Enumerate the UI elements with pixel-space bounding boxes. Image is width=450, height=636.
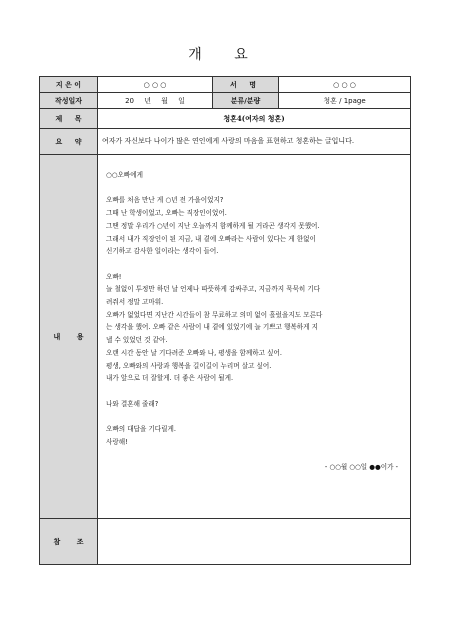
letter-line: 신기하고 감사한 일이라는 생각이 들어. (106, 247, 219, 256)
summary-value: 여자가 자신보다 나이가 많은 연인에게 사랑의 마음을 표현하고 청혼하는 글입니다. (98, 129, 411, 155)
outline-form-table (39, 76, 411, 565)
subject-value: 청혼4(여자의 청혼) (98, 109, 411, 129)
letter-line: 는 생각을 했어. 오빠 같은 사람이 내 곁에 있었기에 늘 기쁘고 행복하게 지 (106, 323, 318, 332)
letter-body (98, 155, 410, 474)
letter-line: 낼 수 있었던 것 같아. (106, 336, 168, 345)
letter-line: 그땐 정말 우리가 ○년이 지난 오늘까지 함께하게 될 거라곤 생각지 못했어. (106, 221, 320, 230)
letter-line: 려줘서 정말 고마워. (106, 298, 164, 306)
letter-line: 늘 철없이 투정만 하던 날 언제나 따뜻하게 감싸주고, 지금까지 묵묵히 기다 (106, 285, 321, 294)
signature-label: 서 명 (213, 77, 279, 93)
content-label: 내 용 (40, 155, 98, 519)
letter-line: 그때 난 학생이었고, 오빠는 직장인이었어. (106, 209, 227, 218)
category-label: 분류/분량 (213, 93, 279, 109)
letter-line: 내가 앞으로 더 잘할게. 더 좋은 사람이 될게. (106, 374, 234, 383)
category-value: 청혼 / 1page (279, 93, 411, 109)
letter-line: 오빠가 없었다면 지난간 시간들이 참 무료하고 의미 없이 흘렀을지도 모른다 (106, 310, 323, 319)
page-title: 개 요 (188, 47, 262, 63)
subject-label: 제 목 (40, 109, 98, 129)
summary-label: 요 약 (40, 129, 98, 155)
date-value: 20 년 월 일 (98, 93, 213, 109)
letter-greeting: ○○오빠에게 (106, 171, 143, 179)
letter-closing: 사랑해! (106, 437, 128, 446)
letter-line: 오빠를 처음 만난 게 ○년 전 가을이었지? (106, 196, 224, 205)
signature-value: ○ ○ ○ (279, 77, 411, 93)
date-label: 작성일자 (40, 93, 98, 109)
author-label: 지 은 이 (40, 77, 98, 93)
letter-closing: 오빠의 대답을 기다릴게. (106, 425, 176, 433)
letter-question: 나와 결혼해 줄래? (106, 399, 159, 408)
letter-line: 오랜 시간 동안 날 기다려준 오빠와 나, 평생을 함께하고 싶어. (106, 348, 282, 357)
reference-value (98, 519, 411, 565)
reference-label: 참 조 (40, 519, 98, 565)
letter-line: 평생, 오빠와의 사랑과 행복을 길이길이 누리며 살고 싶어. (106, 361, 272, 370)
letter-line: 오빠! (106, 272, 122, 281)
letter-signature: - ○○월 ○○일 ●●이가 - (324, 463, 398, 472)
content-cell (98, 155, 411, 519)
author-value: ○ ○ ○ (98, 77, 213, 93)
letter-line: 그래서 내가 직장인이 된 지금, 내 곁에 오빠라는 사람이 있다는 게 한없이 (106, 234, 316, 243)
